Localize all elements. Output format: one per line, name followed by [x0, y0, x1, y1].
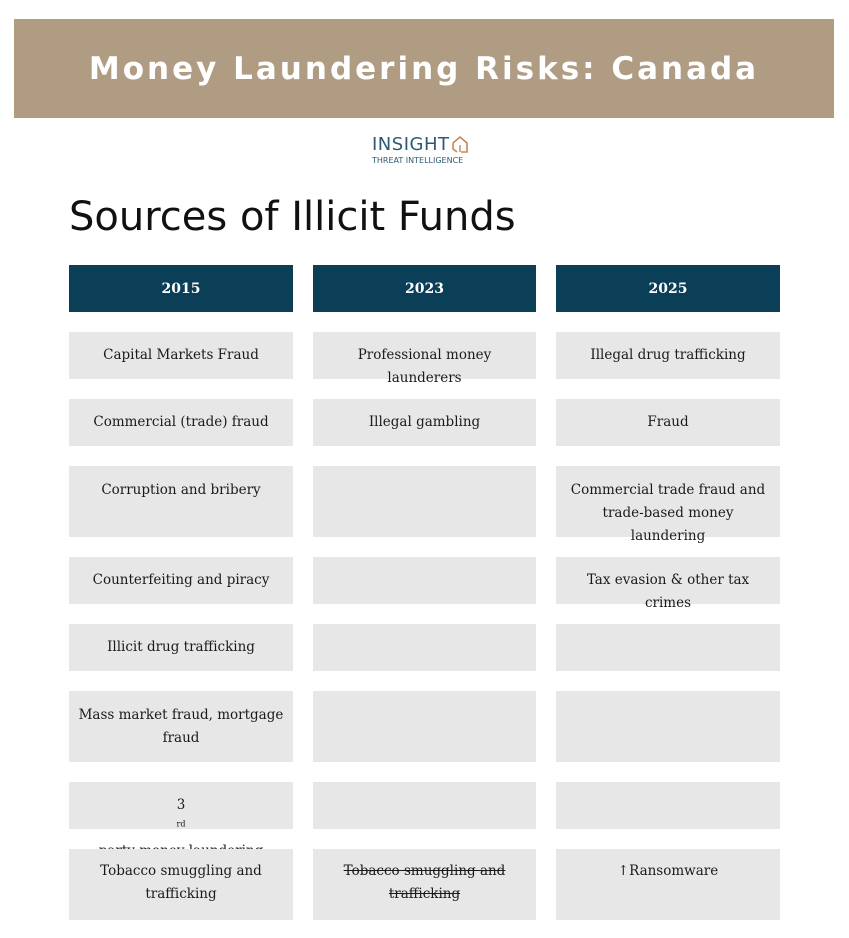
table-cell: Capital Markets Fraud	[69, 332, 293, 379]
table-cell: Illegal gambling	[313, 399, 536, 446]
table-cell: ↑Ransomware	[556, 849, 780, 920]
table-cell: Mass market fraud, mortgage fraud	[69, 691, 293, 762]
table-cell: Professional money launderers	[313, 332, 536, 379]
banner-title: Money Laundering Risks: Canada	[88, 50, 760, 87]
house-icon	[451, 135, 469, 155]
ordinal-number: 3	[176, 797, 186, 813]
insight-logo	[372, 134, 482, 170]
table-cell	[313, 557, 536, 604]
column-header-2025: 2025	[556, 265, 780, 312]
table-cell-struck: Tobacco smuggling and trafficking	[313, 849, 536, 920]
table-cell	[556, 691, 780, 762]
table-cell: Illicit drug trafficking	[69, 624, 293, 671]
table-cell	[556, 624, 780, 671]
table-cell: Corruption and bribery	[69, 466, 293, 537]
table-cell: Fraud	[556, 399, 780, 446]
title-banner	[14, 19, 834, 118]
logo-word: INSIGHT	[372, 134, 450, 155]
section-title: Sources of Illicit Funds	[69, 194, 516, 240]
table-cell	[313, 624, 536, 671]
table-cell: Illegal drug trafficking	[556, 332, 780, 379]
column-header-2015: 2015	[69, 265, 293, 312]
table-cell: Commercial trade fraud and trade-based money laundering	[556, 466, 780, 537]
table-cell	[313, 466, 536, 537]
table-cell	[556, 782, 780, 829]
logo-subtitle: THREAT INTELLIGENCE	[372, 156, 464, 165]
table-cell: Commercial (trade) fraud	[69, 399, 293, 446]
column-header-2023: 2023	[313, 265, 536, 312]
table-cell: Tax evasion & other tax crimes	[556, 557, 780, 604]
table-cell	[313, 691, 536, 762]
sources-table	[69, 265, 780, 920]
table-cell: Counterfeiting and piracy	[69, 557, 293, 604]
table-cell	[69, 782, 293, 829]
ordinal-suffix: rd	[176, 819, 186, 829]
table-cell	[313, 782, 536, 829]
table-cell: Tobacco smuggling and trafficking	[69, 849, 293, 920]
